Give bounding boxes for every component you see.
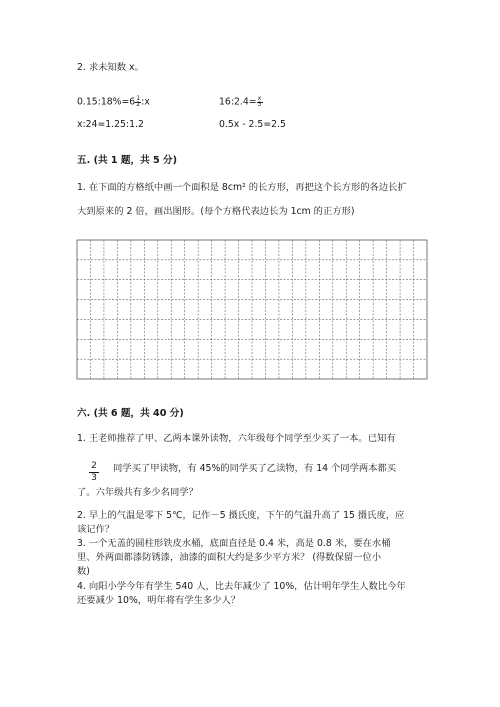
question-text-line: 里、外两面都漆防锈漆，油漆的面积大约是多少平方米？ (得数保留一位小 xyxy=(77,552,382,563)
fraction-denominator: 3 xyxy=(257,101,262,108)
question-text-line: 3. 一个无盖的圆柱形铁皮水桶，底面直径是 0.4 米，高是 0.8 米，要在水桶 xyxy=(77,538,391,549)
equation-4: 0.5x - 2.5=2.5 xyxy=(219,119,286,130)
fraction-numerator: 2 xyxy=(91,461,97,471)
question-text-line: 2. 早上的气温是零下 5℃，记作－5 摄氏度，下午的气温升高了 15 摄氏度，应 xyxy=(77,510,405,521)
question-text-line: 还要减少 10%，明年将有学生多少人？ xyxy=(77,595,241,606)
equation-3: x:24=1.25:1.2 xyxy=(77,119,144,130)
equation-1-prefix: 0.15:18%=6 xyxy=(77,96,136,108)
question-text-line: 大到原来的 2 倍，画出图形。(每个方格代表边长为 1cm 的正方形) xyxy=(77,206,355,217)
question-text-line: 同学买了甲读物，有 45%的同学买了乙读物，有 14 个同学两本都买 xyxy=(113,463,397,474)
equation-2-prefix: 16:2.4= xyxy=(219,96,257,108)
grid-border xyxy=(77,240,427,379)
question-text-line: 1. 在下面的方格纸中画一个面积是 8cm² 的长方形，再把这个长方形的各边长扩 xyxy=(77,182,407,193)
fraction-numerator: 1 xyxy=(136,95,141,102)
question-text-line: 1. 王老师推荐了甲、乙两本课外读物，六年级每个同学至少买了一本。已知有 xyxy=(77,433,396,444)
fraction-numerator: x xyxy=(257,95,262,102)
question-text-line: 4. 向阳小学今年有学生 540 人，比去年减少了 10%，估计明年学生人数比今年 xyxy=(77,581,406,592)
question-text-line: 数) xyxy=(77,566,90,577)
equation-1-suffix: :x xyxy=(141,96,150,108)
fraction-denominator: 2 xyxy=(136,101,141,108)
question-title: 2. 求未知数 x。 xyxy=(77,62,144,73)
section-heading-5: 五. (共 1 题，共 5 分) xyxy=(77,155,178,166)
question-fraction xyxy=(89,461,99,483)
section-heading-6: 六. (共 6 题，共 40 分) xyxy=(77,408,184,419)
question-text-line: 了。六年级共有多少名同学？ xyxy=(77,487,198,498)
question-text-line: 该记作？ xyxy=(77,524,115,535)
fraction-denominator: 3 xyxy=(91,473,97,483)
